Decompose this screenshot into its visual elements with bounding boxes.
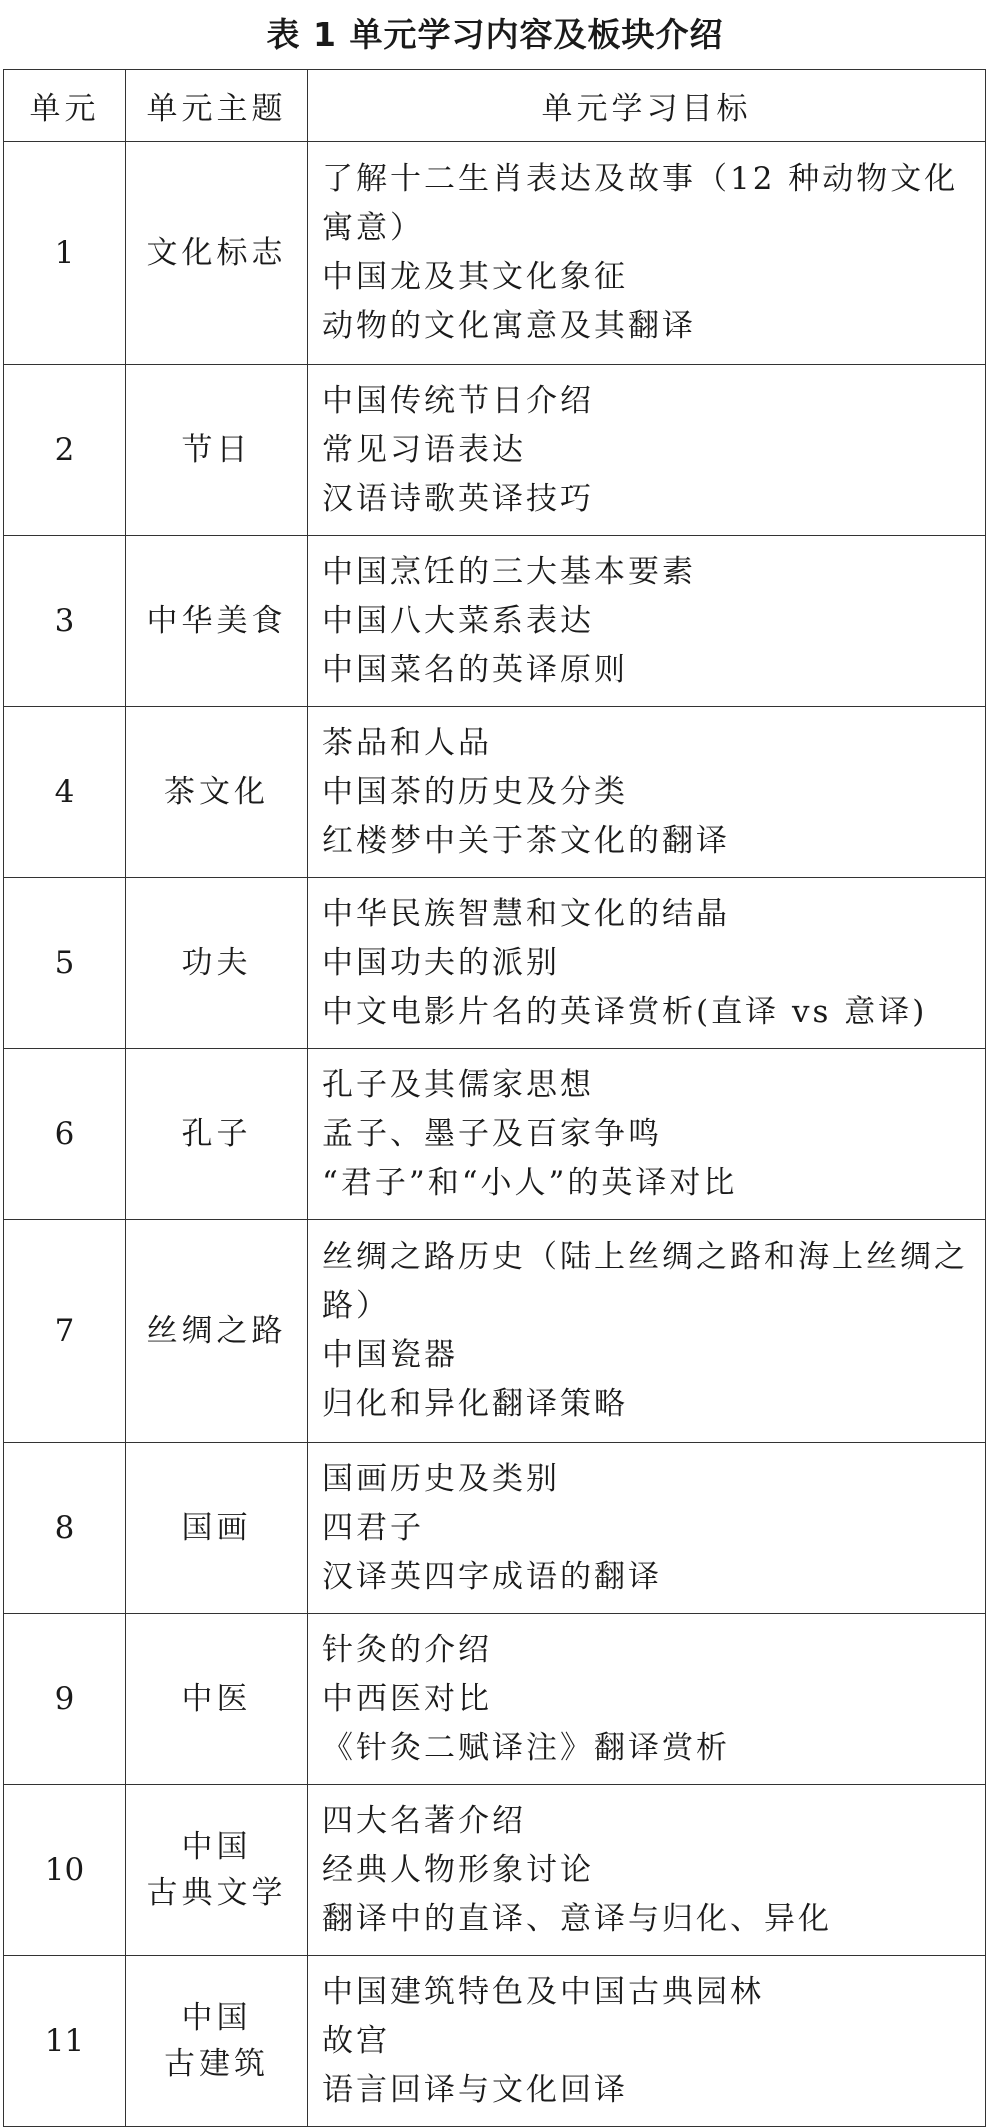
table-row xyxy=(4,1956,986,2127)
unit-goals xyxy=(308,1956,986,2127)
goal-item: 四大名著介绍 xyxy=(322,1802,526,1839)
unit-number: 7 xyxy=(4,1220,126,1443)
goal-item: 中国八大菜系表达 xyxy=(322,602,594,639)
goal-item: 翻译中的直译、意译与归化、异化 xyxy=(322,1900,832,1937)
table-header-row xyxy=(4,70,986,142)
table-row xyxy=(4,1785,986,1956)
goal-item: 归化和异化翻译策略 xyxy=(322,1386,628,1422)
goal-item: 针灸的介绍 xyxy=(322,1631,492,1668)
goal-item: 中国建筑特色及中国古典园林 xyxy=(322,1973,764,2010)
goal-item: 汉语诗歌英译技巧 xyxy=(322,480,594,517)
goal-item: 《针灸二赋译注》翻译赏析 xyxy=(322,1729,730,1766)
unit-goals xyxy=(308,1220,986,1443)
theme-line: 孔子 xyxy=(181,1116,252,1152)
header-unit: 单元 xyxy=(4,70,126,142)
table-body xyxy=(4,142,986,2127)
unit-theme xyxy=(126,1956,308,2127)
table-row xyxy=(4,1220,986,1443)
unit-number: 4 xyxy=(4,707,126,878)
table-caption: 表 1 单元学习内容及板块介绍 xyxy=(266,15,724,54)
goal-item: 中国菜名的英译原则 xyxy=(322,651,628,688)
table-row xyxy=(4,878,986,1049)
goal-item: 故宫 xyxy=(322,2022,390,2059)
header-goals: 单元学习目标 xyxy=(308,70,986,142)
unit-number: 5 xyxy=(4,878,126,1049)
unit-number: 3 xyxy=(4,536,126,707)
unit-number: 10 xyxy=(4,1785,126,1956)
unit-theme xyxy=(126,1443,308,1614)
theme-line: 功夫 xyxy=(181,945,252,981)
unit-theme xyxy=(126,1049,308,1220)
theme-line: 古建筑 xyxy=(164,2046,269,2082)
goal-item: 红楼梦中关于茶文化的翻译 xyxy=(322,822,730,859)
goal-item: 中西医对比 xyxy=(322,1680,492,1717)
goal-item: 语言回译与文化回译 xyxy=(322,2071,628,2108)
unit-theme xyxy=(126,1614,308,1785)
theme-line: 茶文化 xyxy=(164,774,269,810)
unit-goals xyxy=(308,365,986,536)
goal-item: 中国茶的历史及分类 xyxy=(322,773,628,810)
goal-item: “君子”和“小人”的英译对比 xyxy=(322,1164,738,1201)
goal-item: 中文电影片名的英译赏析(直译 vs 意译) xyxy=(322,993,928,1030)
table-row xyxy=(4,536,986,707)
unit-goals xyxy=(308,142,986,365)
theme-line: 国画 xyxy=(181,1510,252,1546)
goal-item: 国画历史及类别 xyxy=(322,1460,560,1497)
goal-item: 经典人物形象讨论 xyxy=(322,1851,594,1888)
goal-item: 动物的文化寓意及其翻译 xyxy=(322,308,696,344)
theme-line: 丝绸之路 xyxy=(146,1313,287,1349)
goal-item: 常见习语表达 xyxy=(322,431,526,468)
unit-number: 1 xyxy=(4,142,126,365)
theme-line: 中华美食 xyxy=(146,603,287,639)
goal-item: 中国瓷器 xyxy=(322,1337,458,1373)
theme-line: 中国 xyxy=(181,2000,252,2036)
unit-goals xyxy=(308,878,986,1049)
unit-goals xyxy=(308,707,986,878)
table-row xyxy=(4,1443,986,1614)
unit-number: 8 xyxy=(4,1443,126,1614)
unit-theme xyxy=(126,142,308,365)
unit-number: 2 xyxy=(4,365,126,536)
theme-line: 文化标志 xyxy=(146,235,287,271)
unit-goals xyxy=(308,1443,986,1614)
goal-item: 孟子、墨子及百家争鸣 xyxy=(322,1115,662,1152)
unit-goals xyxy=(308,536,986,707)
goal-item: 四君子 xyxy=(322,1509,424,1546)
units-table xyxy=(3,69,986,2127)
goal-item: 了解十二生肖表达及故事（12 种动物文化寓意） xyxy=(322,161,959,246)
table-row xyxy=(4,1614,986,1785)
goal-item: 茶品和人品 xyxy=(322,724,492,761)
goal-item: 中国烹饪的三大基本要素 xyxy=(322,553,696,590)
theme-line: 中国 xyxy=(181,1829,252,1865)
unit-theme xyxy=(126,365,308,536)
goal-item: 中国功夫的派别 xyxy=(322,944,560,981)
unit-goals xyxy=(308,1614,986,1785)
table-row xyxy=(4,142,986,365)
unit-theme xyxy=(126,707,308,878)
unit-theme xyxy=(126,878,308,1049)
goal-item: 孔子及其儒家思想 xyxy=(322,1066,594,1103)
table-row xyxy=(4,365,986,536)
goal-item: 汉译英四字成语的翻译 xyxy=(322,1558,662,1595)
goal-item: 中华民族智慧和文化的结晶 xyxy=(322,895,730,932)
unit-number: 9 xyxy=(4,1614,126,1785)
unit-goals xyxy=(308,1049,986,1220)
goal-item: 丝绸之路历史（陆上丝绸之路和海上丝绸之路） xyxy=(322,1239,968,1324)
goal-item: 中国龙及其文化象征 xyxy=(322,259,628,295)
unit-theme xyxy=(126,1785,308,1956)
unit-theme xyxy=(126,536,308,707)
unit-number: 11 xyxy=(4,1956,126,2127)
goal-item: 中国传统节日介绍 xyxy=(322,382,594,419)
theme-line: 节日 xyxy=(181,432,252,468)
unit-theme xyxy=(126,1220,308,1443)
theme-line: 中医 xyxy=(181,1681,252,1717)
table-row xyxy=(4,1049,986,1220)
unit-number: 6 xyxy=(4,1049,126,1220)
table-row xyxy=(4,707,986,878)
header-theme: 单元主题 xyxy=(126,70,308,142)
theme-line: 古典文学 xyxy=(146,1875,287,1911)
unit-goals xyxy=(308,1785,986,1956)
